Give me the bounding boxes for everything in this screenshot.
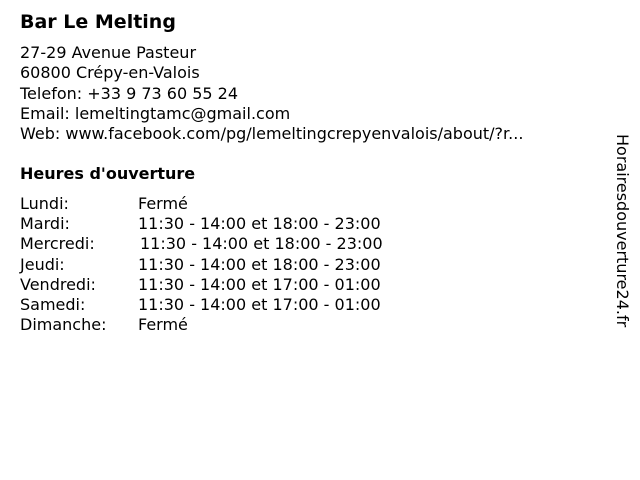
opening-hours-table — [20, 194, 440, 335]
day-label: Mercredi: — [20, 234, 95, 254]
day-label: Samedi: — [20, 294, 86, 314]
hours-row-vendredi — [20, 275, 440, 295]
site-watermark: Horairesdouverture24.fr — [613, 134, 632, 328]
address-street: 27-29 Avenue Pasteur — [20, 43, 197, 62]
hours-row-samedi — [20, 295, 440, 315]
day-hours: 11:30 - 14:00 et 18:00 - 23:00 — [138, 254, 381, 274]
day-hours: 11:30 - 14:00 et 18:00 - 23:00 — [140, 234, 383, 254]
website-url: Web: www.facebook.com/pg/lemeltingcrepyenvalois/about/?r... — [20, 124, 524, 144]
hours-row-mercredi — [20, 234, 440, 254]
day-hours: 11:30 - 14:00 et 17:00 - 01:00 — [138, 294, 381, 314]
day-hours: Fermé — [138, 315, 188, 335]
hours-row-mardi — [20, 214, 440, 234]
opening-hours-heading: Heures d'ouverture — [20, 164, 196, 183]
day-label: Dimanche: — [20, 315, 107, 335]
day-hours: Fermé — [138, 194, 188, 213]
day-label: Lundi: — [20, 194, 69, 213]
address-city: 60800 Crépy-en-Valois — [20, 63, 200, 83]
day-hours: 11:30 - 14:00 et 18:00 - 23:00 — [138, 214, 381, 234]
day-label: Jeudi: — [20, 254, 65, 274]
day-hours: 11:30 - 14:00 et 17:00 - 01:00 — [138, 274, 381, 294]
phone-number: Telefon: +33 9 73 60 55 24 — [20, 83, 239, 103]
contact-info — [20, 43, 523, 144]
hours-row-dimanche — [20, 315, 440, 335]
business-name: Bar Le Melting — [20, 11, 176, 33]
email-address: Email: lemeltingtamc@gmail.com — [20, 103, 291, 123]
hours-row-lundi — [20, 194, 440, 214]
day-label: Vendredi: — [20, 274, 96, 294]
day-label: Mardi: — [20, 214, 70, 234]
hours-row-jeudi — [20, 255, 440, 275]
